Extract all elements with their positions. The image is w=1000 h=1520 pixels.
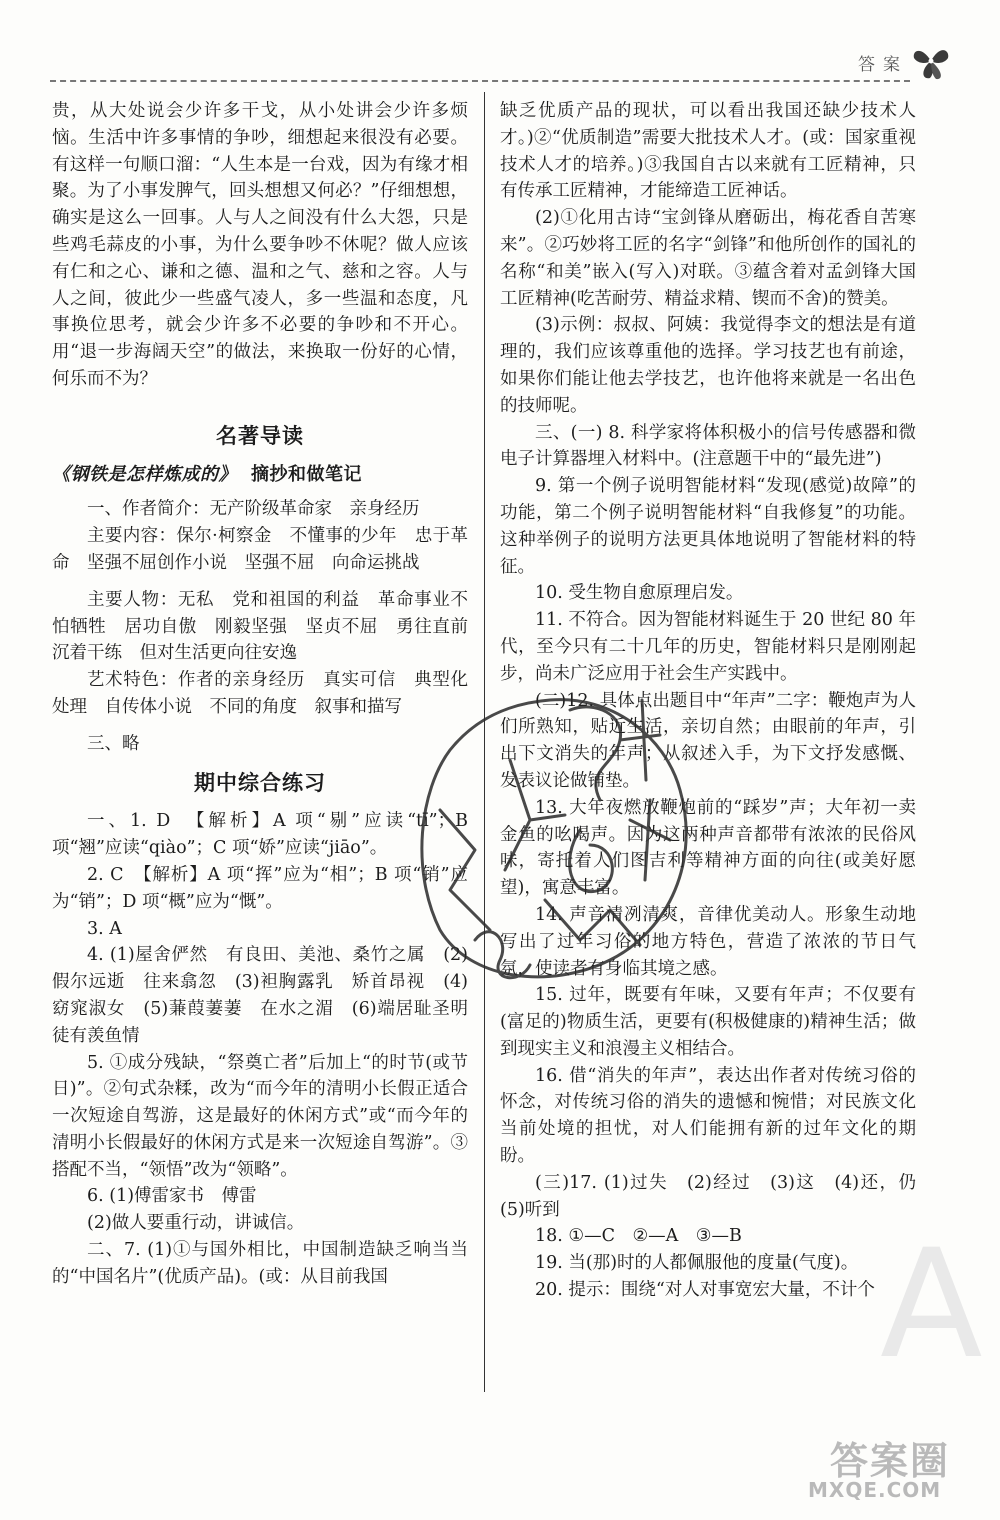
answer-item: 10. 受生物自愈原理启发。 [535, 583, 744, 604]
site-logo: 答案圈 [830, 1439, 951, 1483]
answer-item: 15. 过年，既要有年味，又要有年声；不仅要有(富足的)物质生活，更要有(积极健康的)精神生活；做到现实主义和浪漫主义相结合。 [500, 985, 916, 1059]
leaf-icon [910, 40, 952, 82]
answer-item: 二、7. (1)①与国外相比，中国制造缺乏响当当的“中国名片”(优质产品)。(或：从目前我国 [52, 1240, 468, 1287]
answer-item: 16. 借“消失的年声”，表达出作者对传统习俗的怀念，对传统习俗的消失的遗憾和惋惜；对民族文化当前处境的担忧，对人们能拥有新的过年文化的期盼。 [500, 1065, 916, 1167]
answer-item: 9. 第一个例子说明智能材料“发现(感觉)故障”的功能，第二个例子说明智能材料“自我修复”的功能。这种举例子的说明方法更具体地说明了智能材料的特征。 [500, 476, 916, 577]
answer-item: 三、略 [87, 733, 140, 754]
answer-item: (二)12. 具体点出题目中“年声”二字：鞭炮声为人们所熟知，贴近生活，亲切自然；由眼前的年声，引出下文消失的年声；从叙述入手，为下文抒发感慨、发表议论做铺垫。 [500, 690, 916, 791]
header-section-label: 答案 [858, 55, 908, 75]
right-column [500, 98, 934, 1304]
answer-item: 3. A [87, 918, 122, 939]
answer-item: (2)做人要重行动，讲诚信。 [87, 1213, 305, 1234]
answer-item: 13. 大年夜燃放鞭炮前的“踩岁”声；大年初一卖金鱼的吆喝声。因为这两种声音都带有浓浓的民俗风味，寄托着人们图吉利等精神方面的向往(或美好愿望)，寓意丰富。 [500, 797, 916, 899]
answer-item: 14. 声音清冽清爽，音律优美动人。形象生动地写出了过年习俗的地方特色，营造了浓浓的节日气氛，使读者有身临其境之感。 [500, 904, 916, 979]
essay-paragraph: 贵，从大处说会少许多干戈，从小处讲会少许多烦恼。生活中许多事情的争吵，细想起来很没有必要。有这样一句顺口溜：“人生本是一台戏，因为有缘才相聚。为了小事发脾气，回头想想又何必？”仔细想想，确实是这么一回事。人与人之间没有什么大怨，只是些鸡毛蒜皮的小事，为什么要争吵不休呢？做人应该有仁和之心、谦和之德、温和之气、慈和之容。人与人之间，彼此少一些盛气凌人，多一些温和态度，凡事换位思考，就会少许多不必要的争吵和不开心。用“退一步海阔天空”的做法，来换取一份好的心情，何乐而不为？ [52, 101, 468, 389]
answer-item: 5. ①成分残缺，“祭奠亡者”后加上“的时节(或节日)”。②句式杂糅，改为“而今年的清明小长假正适合一次短途自驾游，这是最好的休闲方式”或“而今年的清明小长假最好的休闲方式是来一次短途自驾游”。③搭配不当，“领悟”改为“领略”。 [52, 1052, 468, 1180]
answer-item: 19. 当(那)时的人都佩服他的度量(气度)。 [535, 1253, 859, 1274]
answer-item: 4. (1)屋舍俨然 有良田、美池、桑竹之属 (2)假尔远逝 往来翕忽 (3)袒胸露乳 矫首昂视 (4)窈窕淑女 (5)蒹葭萋萋 在水之湄 (6)端居耻圣明 徒有羡鱼情 [52, 945, 486, 1046]
answer-item: 一、1. D 【解析】A 项“剔”应读“tī”；B 项“翘”应读“qiào”；C 项“娇”应读“jiāo”。 [52, 811, 468, 859]
answer-item: 缺乏优质产品的现状，可以看出我国还缺少技术人才。)②“优质制造”需要大批技术人才。(或：国家重视技术人才的培养。)③我国自古以来就有工匠精神，只有传承工匠精神，才能缔造工匠神话。 [500, 101, 916, 202]
answer-item: (三)17. (1)过失 (2)经过 (3)这 (4)还，仍 (5)听到 [500, 1172, 934, 1220]
left-column [52, 98, 486, 1291]
answer-item: 主要人物：无私 党和祖国的利益 革命事业不怕牺牲 居功自傲 刚毅坚强 坚贞不屈 勇往直前 沉着干练 但对生活更向往安逸 [52, 589, 486, 664]
heading-classics-reading: 名著导读 [216, 423, 304, 448]
answer-item: 6. (1)傅雷家书 傅雷 [87, 1186, 257, 1207]
answer-item: 一、作者简介：无产阶级革命家 亲身经历 [87, 499, 420, 520]
answer-item: 艺术特色：作者的亲身经历 真实可信 典型化处理 自传体小说 不同的角度 叙事和描写 [52, 670, 468, 717]
book-title-heading [52, 462, 468, 489]
answer-item: 18. ①—C ②—A ③—B [535, 1226, 742, 1247]
book-title: 《钢铁是怎样炼成的》 [52, 463, 237, 485]
site-url: MXQE.COM [808, 1478, 942, 1502]
answer-item: 主要内容：保尔·柯察金 不懂事的少年 忠于革命 坚强不屈创作小说 坚强不屈 向命运挑战 [52, 526, 468, 573]
heading-midterm-practice: 期中综合练习 [194, 770, 326, 795]
corner-letter: A [880, 1218, 983, 1392]
answer-item: 2. C 【解析】A 项“挥”应为“相”；B 项“销”应为“销”；D 项“概”应为“慨”。 [52, 864, 468, 912]
column-divider [484, 92, 485, 1392]
answer-item: 20. 提示：围绕“对人对事宽宏大量，不计个 [535, 1280, 875, 1301]
header-rule [50, 80, 910, 82]
answer-item: 三、(一) 8. 科学家将体积极小的信号传感器和微电子计算器埋入材料中。(注意题干中的“最先进”) [500, 422, 916, 470]
book-subtitle: 摘抄和做笔记 [251, 463, 362, 485]
answer-item: (3)示例：叔叔、阿姨：我觉得李文的想法是有道理的，我们应该尊重他的选择。学习技艺也有前途，如果你们能让他去学技艺，也许他将来就是一名出色的技师呢。 [500, 315, 916, 416]
answer-item: (2)①化用古诗“宝剑锋从磨砺出，梅花香自苦寒来”。②巧妙将工匠的名字“剑锋”和他所创作的国礼的名称“和美”嵌入(写入)对联。③蕴含着对孟剑锋大国工匠精神(吃苦耐劳、精益求精、锲而不舍)的赞美。 [500, 208, 916, 309]
answer-item: 11. 不符合。因为智能材料诞生于 20 世纪 80 年代，至今只有二十几年的历史，智能材料只是刚刚起步，尚未广泛应用于社会生产实践中。 [500, 610, 916, 684]
